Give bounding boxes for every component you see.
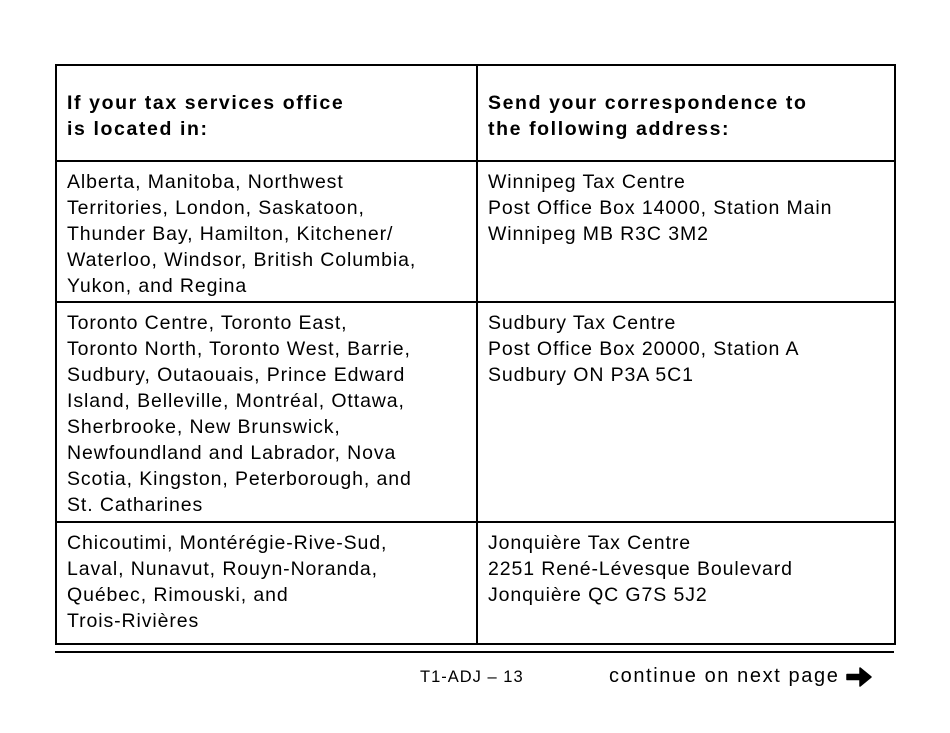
locations-cell <box>56 522 477 644</box>
header-address <box>477 65 895 161</box>
location-line: Yukon, and Regina <box>67 275 248 297</box>
page-number: T1-ADJ – 13 <box>420 668 524 686</box>
table-header-row <box>56 65 895 161</box>
address-line: Sudbury Tax Centre <box>488 312 677 334</box>
location-line: Trois-Rivières <box>67 610 200 632</box>
address-line: Post Office Box 20000, Station A <box>488 338 800 360</box>
location-line: Sudbury, Outaouais, Prince Edward <box>67 364 406 386</box>
location-line: St. Catharines <box>67 494 204 516</box>
address-line: Jonquière QC G7S 5J2 <box>488 584 708 606</box>
location-line: Territories, London, Saskatoon, <box>67 197 365 219</box>
address-cell <box>477 302 895 522</box>
address-line: Post Office Box 14000, Station Main <box>488 197 833 219</box>
locations-cell <box>56 302 477 522</box>
location-line: Chicoutimi, Montérégie-Rive-Sud, <box>67 532 388 554</box>
header-location-line-2: is located in: <box>67 118 209 140</box>
address-line: 2251 René-Lévesque Boulevard <box>488 558 793 580</box>
tax-centre-table <box>55 64 896 645</box>
header-location-line-1: If your tax services office <box>67 92 345 114</box>
address-cell <box>477 522 895 644</box>
location-line: Island, Belleville, Montréal, Ottawa, <box>67 390 405 412</box>
footer-divider <box>55 651 894 653</box>
location-line: Toronto North, Toronto West, Barrie, <box>67 338 411 360</box>
location-line: Laval, Nunavut, Rouyn-Noranda, <box>67 558 378 580</box>
header-address-line-1: Send your correspondence to <box>488 92 808 114</box>
location-line: Alberta, Manitoba, Northwest <box>67 171 344 193</box>
table-row <box>56 161 895 302</box>
address-line: Jonquière Tax Centre <box>488 532 692 554</box>
table-row <box>56 302 895 522</box>
address-line: Winnipeg MB R3C 3M2 <box>488 223 709 245</box>
location-line: Sherbrooke, New Brunswick, <box>67 416 341 438</box>
location-line: Waterloo, Windsor, British Columbia, <box>67 249 417 271</box>
location-line: Scotia, Kingston, Peterborough, and <box>67 468 412 490</box>
table-row <box>56 522 895 644</box>
location-line: Thunder Bay, Hamilton, Kitchener/ <box>67 223 394 245</box>
address-line: Winnipeg Tax Centre <box>488 171 686 193</box>
locations-cell <box>56 161 477 302</box>
address-line: Sudbury ON P3A 5C1 <box>488 364 694 386</box>
location-line: Toronto Centre, Toronto East, <box>67 312 348 334</box>
header-location <box>56 65 477 161</box>
location-line: Québec, Rimouski, and <box>67 584 289 606</box>
location-line: Newfoundland and Labrador, Nova <box>67 442 397 464</box>
header-address-line-2: the following address: <box>488 118 731 140</box>
address-cell <box>477 161 895 302</box>
right-arrow-icon <box>845 666 873 688</box>
continue-on-next-page-link[interactable] <box>609 665 873 688</box>
tax-centre-table-container <box>55 64 894 645</box>
continue-label: continue on next page <box>609 665 840 687</box>
